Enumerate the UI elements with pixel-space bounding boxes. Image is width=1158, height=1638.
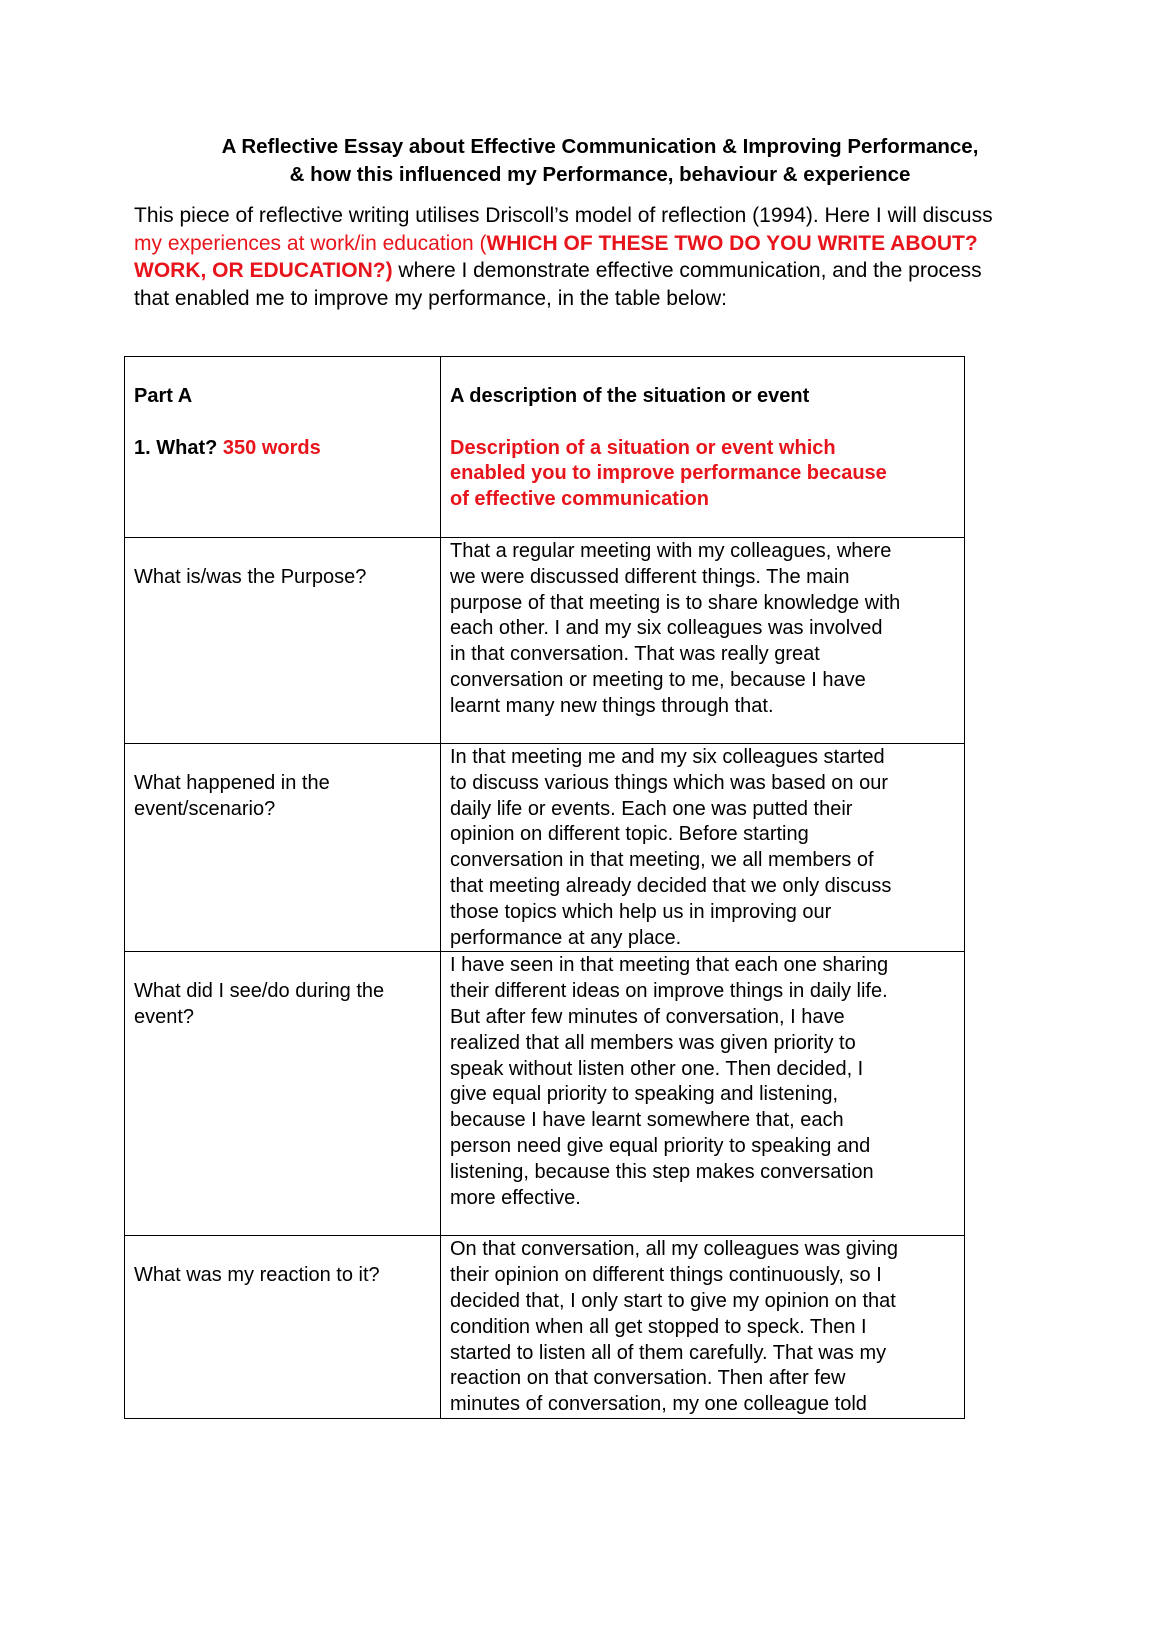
table-header-row [125, 357, 965, 538]
text-line: reaction on that conversation. Then after few [450, 1367, 846, 1390]
text-line: That a regular meeting with my colleagues, where [450, 540, 892, 562]
text-line: their opinion on different things continuously, so I [450, 1264, 882, 1287]
intro-text-1: This piece of reflective writing utilises Driscoll’s model of reflection (1994). Here I will discuss [134, 204, 993, 227]
title-line-1: A Reflective Essay about Effective Communication & Improving Performance, [221, 135, 979, 158]
text-line: But after few minutes of conversation, I have [450, 1005, 845, 1028]
text-line: On that conversation, all my colleagues was giving [450, 1238, 899, 1261]
text-line: give equal priority to speaking and listening, [450, 1083, 839, 1106]
text-line: event? [134, 1006, 195, 1029]
answer-cell [441, 1236, 965, 1419]
text-line: person need give equal priority to speaking and [450, 1134, 871, 1157]
text-line: more effective. [450, 1186, 581, 1209]
intro-paragraph [134, 202, 994, 313]
intro-text-2: where I demonstrate effective communication, and the process that enabled me to improve my performance, in the table below: [134, 259, 982, 311]
text-line: conversation in that meeting, we all members of [450, 849, 874, 872]
text-line: their different ideas on improve things in daily life. [450, 980, 888, 1003]
text-line: started to listen all of them carefully. That was my [450, 1341, 887, 1364]
text-line: each other. I and my six colleagues was involved [450, 617, 883, 640]
answer-cell [441, 538, 965, 744]
table-row [125, 952, 965, 1236]
text-line: those topics which help us in improving our [450, 900, 832, 923]
what-label [134, 436, 431, 462]
text-line: What happened in the [134, 772, 330, 794]
text-line: event/scenario? [134, 797, 276, 820]
text-line: What is/was the Purpose? [134, 566, 367, 588]
header-left-cell [125, 357, 441, 538]
title-line-2: & how this influenced my Performance, behaviour & experience [289, 163, 911, 186]
text-line: What was my reaction to it? [134, 1264, 380, 1287]
text-line: because I have learnt somewhere that, each [450, 1109, 844, 1132]
text-line: to discuss various things which was based on our [450, 771, 889, 794]
text-line: listening, because this step makes conversation [450, 1160, 874, 1183]
question-cell [125, 538, 441, 744]
text-line: decided that, I only start to give my opinion on that [450, 1289, 896, 1312]
description-instructions [450, 436, 960, 513]
text-line: conversation or meeting to me, because I have [450, 668, 866, 691]
answer-cell [441, 952, 965, 1236]
word-count: 350 words [222, 436, 321, 459]
intro-red-bold-question: WHICH OF THESE TWO DO YOU WRITE ABOUT? WORK, OR EDUCATION?) [134, 231, 978, 283]
table-row [125, 744, 965, 952]
text-line: enabled you to improve performance because [450, 462, 887, 485]
table-row [125, 1236, 965, 1419]
reflection-table [124, 356, 965, 1419]
text-line: that meeting already decided that we only discuss [450, 874, 892, 897]
text-line: performance at any place. [450, 926, 682, 949]
text-line: I have seen in that meeting that each one sharing [450, 954, 889, 977]
answer-cell [441, 744, 965, 952]
text-line: daily life or events. Each one was putted their [450, 797, 853, 820]
question-cell [125, 952, 441, 1236]
question-cell [125, 1236, 441, 1419]
text-line: opinion on different topic. Before starting [450, 823, 809, 846]
essay-title [100, 133, 1100, 189]
table-row [125, 538, 965, 744]
intro-red-text: my experiences at work/in education ( [134, 231, 487, 255]
text-line: learnt many new things through that. [450, 694, 774, 717]
question-cell [125, 744, 441, 952]
header-right-cell [441, 357, 965, 538]
text-line: we were discussed different things. The main [450, 565, 850, 588]
text-line: in that conversation. That was really great [450, 643, 820, 666]
text-line: realized that all members was given priority to [450, 1031, 856, 1054]
text-line: purpose of that meeting is to share knowledge with [450, 591, 901, 614]
what-text: 1. What? [134, 436, 218, 459]
text-line: condition when all get stopped to speck. Then I [450, 1315, 867, 1338]
text-line: Description of a situation or event which [450, 436, 836, 459]
text-line: What did I see/do during the [134, 980, 385, 1003]
description-title: A description of the situation or event [450, 385, 810, 407]
text-line: minutes of conversation, my one colleague told [450, 1393, 867, 1416]
text-line: speak without listen other one. Then decided, I [450, 1057, 864, 1080]
part-label: Part A [134, 385, 193, 407]
text-line: In that meeting me and my six colleagues started [450, 746, 885, 768]
text-line: of effective communication [450, 488, 709, 511]
